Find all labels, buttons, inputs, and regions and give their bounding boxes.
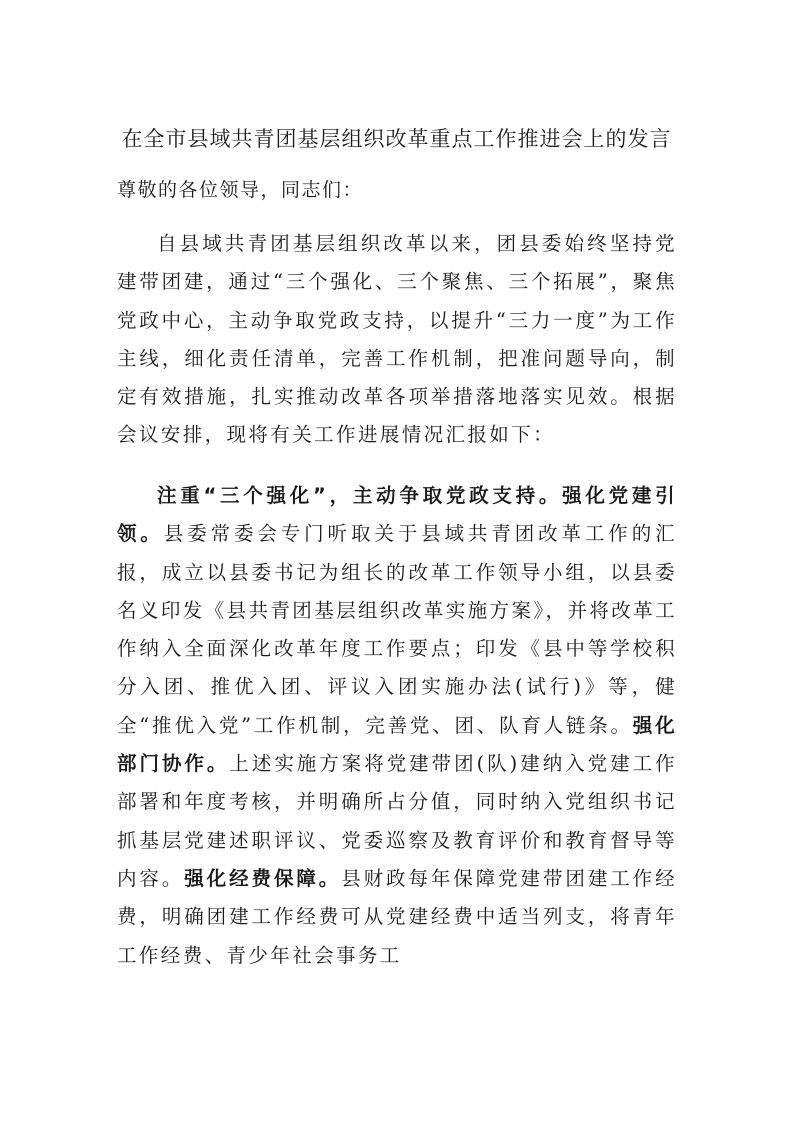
subsection-text-party-leadership: 县委常委会专门听取关于县域共青团改革工作的汇报，成立以县委书记为组长的改革工作领导小组，以县委名义印发《县共青团基层组织改革实施方案》，并将改革工作纳入全面深化改革年度工作要点；印发《县中等学校积分入团、推优入团、评议入团实施办法(试行)》等，健全“推优入党”工作机制，完善党、团、队育人链条。 — [117, 522, 677, 737]
subsection-title-funding-guarantee: 强化经费保障。 — [184, 866, 342, 890]
document-title: 在全市县域共青团基层组织改革重点工作推进会上的发言 — [121, 127, 672, 151]
subsection-text-funding-guarantee: 县财政每年保障党建带团建工作经费，明确团建工作经费可从党建经费中适当列支，将青年工作经费、青少年社会事务工 — [117, 866, 677, 967]
subsection-text-department-cooperation: 上述实施方案将党建带团(队)建纳入党建工作部署和年度考核，并明确所占分值，同时纳入党组织书记抓基层党建述职评议、党委巡察及教育评价和教育督导等内容。 — [117, 752, 677, 890]
subsection-title-department-cooperation: 强化部门协作。 — [117, 713, 677, 776]
subsection-title-party-leadership: 强化党建引领。 — [117, 484, 677, 546]
salutation: 尊敬的各位领导，同志们： — [117, 179, 364, 201]
paragraph-three-strengthen — [117, 477, 677, 975]
paragraph-intro: 自县域共青团基层组织改革以来，团县委始终坚持党建带团建，通过“三个强化、三个聚焦、三个拓展”，聚焦党政中心，主动争取党政支持，以提升“三力一度”为工作主线，细化责任清单，完善工作机制，把准问题导向，制定有效措施，扎实推动改革各项举措落地落实见效。根据会议安排，现将有关工作进展情况汇报如下： — [117, 232, 677, 447]
section-heading: 注重“三个强化”，主动争取党政支持。 — [157, 484, 563, 507]
